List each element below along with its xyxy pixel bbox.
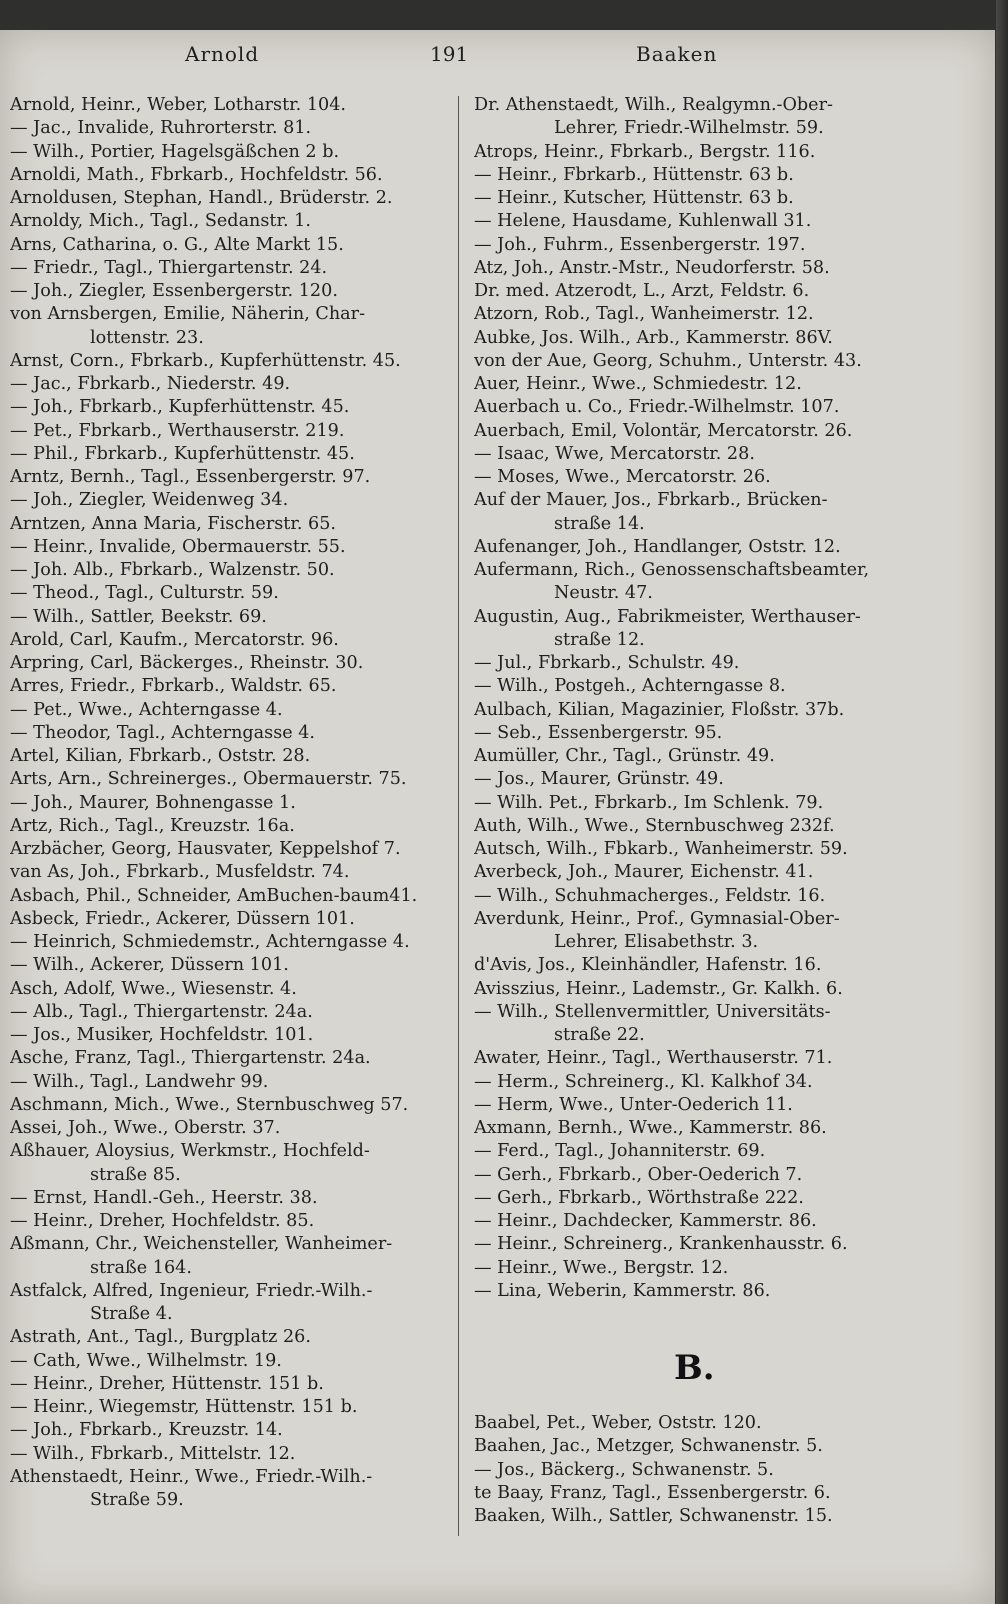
entry-line: — Jos., Musiker, Hochfeldstr. 101. xyxy=(10,1025,314,1045)
entry-line: Auerbach u. Co., Friedr.-Wilhelmstr. 107. xyxy=(474,397,840,418)
entry-line: Atrops, Heinr., Fbrkarb., Bergstr. 116. xyxy=(474,141,816,162)
entry-line: Arnoldy, Mich., Tagl., Sedanstr. 1. xyxy=(10,211,311,232)
entry-line: — Wilh., Postgeh., Achterngasse 8. xyxy=(474,676,786,697)
entry-line: Astfalck, Alfred, Ingenieur, Friedr.-Wilh.- xyxy=(10,1280,373,1301)
entry-line: Auerbach, Emil, Volontär, Mercatorstr. 26. xyxy=(474,420,853,441)
entry-line: — Wilh., Tagl., Landwehr 99. xyxy=(10,1071,269,1092)
entry-line: Arres, Friedr., Fbrkarb., Waldstr. 65. xyxy=(10,676,337,697)
entry-line: — Lina, Weberin, Kammerstr. 86. xyxy=(474,1280,771,1301)
entry-line: Lehrer, Elisabethstr. 3. xyxy=(554,932,759,952)
entry-line: — Cath, Wwe., Wilhelmstr. 19. xyxy=(10,1350,282,1371)
entry-line: — Pet., Fbrkarb., Werthauserstr. 219. xyxy=(10,420,345,441)
entry-line: Aumüller, Chr., Tagl., Grünstr. 49. xyxy=(474,746,775,766)
running-head-right: Baaken xyxy=(636,42,718,66)
entry-line: — Heinr., Dachdecker, Kammerstr. 86. xyxy=(474,1211,817,1231)
entry-line: Averbeck, Joh., Maurer, Eichenstr. 41. xyxy=(474,862,814,883)
entry-line: — Joh., Ziegler, Weidenweg 34. xyxy=(10,490,289,511)
entry-line: Asbach, Phil., Schneider, AmBuchen-baum41. xyxy=(10,885,418,906)
entry-line: straße 22. xyxy=(554,1025,645,1045)
entry-line: Baaken, Wilh., Sattler, Schwanenstr. 15. xyxy=(474,1506,833,1526)
entry-line: — Heinr., Dreher, Hüttenstr. 151 b. xyxy=(10,1373,324,1394)
entry-line: Aschmann, Mich., Wwe., Sternbuschweg 57. xyxy=(10,1094,409,1115)
page-edge xyxy=(996,0,1008,1604)
entry-line: — Jos., Bäckerg., Schwanenstr. 5. xyxy=(474,1459,774,1480)
entry-line: — Heinr., Schreinerg., Krankenhausstr. 6. xyxy=(474,1234,848,1255)
entry-line: — Theodor, Tagl., Achterngasse 4. xyxy=(10,722,316,743)
entry-line: — Joh., Fbrkarb., Kreuzstr. 14. xyxy=(10,1420,283,1441)
right-column xyxy=(474,94,944,1303)
entry-line: Artel, Kilian, Fbrkarb., Oststr. 28. xyxy=(10,746,311,766)
entry-line: Autsch, Wilh., Fbkarb., Wanheimerstr. 59. xyxy=(474,839,848,859)
column-divider xyxy=(458,96,459,1536)
entry-line: Athenstaedt, Heinr., Wwe., Friedr.-Wilh.- xyxy=(10,1466,373,1487)
entry-line: — Joh., Fbrkarb., Kupferhüttenstr. 45. xyxy=(10,397,350,418)
entry-line: te Baay, Franz, Tagl., Essenbergerstr. 6. xyxy=(474,1482,831,1503)
entry-line: Auth, Wilh., Wwe., Sternbuschweg 232f. xyxy=(474,815,835,836)
entry-line: — Moses, Wwe., Mercatorstr. 26. xyxy=(474,467,771,487)
entry-line: Arts, Arn., Schreinerges., Obermauerstr. 75. xyxy=(10,769,407,790)
entry-line: — Wilh., Fbrkarb., Mittelstr. 12. xyxy=(10,1443,296,1464)
entry-line: Avisszius, Heinr., Lademstr., Gr. Kalkh. 6. xyxy=(474,978,843,999)
entry-line: Arold, Carl, Kaufm., Mercatorstr. 96. xyxy=(10,629,339,650)
entry-line: Dr. med. Atzerodt, L., Arzt, Feldstr. 6. xyxy=(474,281,810,301)
entry-line: — Wilh., Stellenvermittler, Universitäts- xyxy=(474,1001,831,1022)
entry-line: Arntz, Bernh., Tagl., Essenbergerstr. 97. xyxy=(10,467,371,487)
entry-line: lottenstr. 23. xyxy=(90,327,204,348)
entry-line: — Joh., Maurer, Bohnengasse 1. xyxy=(10,792,296,813)
entry-line: straße 164. xyxy=(90,1257,192,1278)
entry-line: — Herm., Schreinerg., Kl. Kalkhof 34. xyxy=(474,1071,813,1092)
page-number: 191 xyxy=(430,42,469,66)
entry-line: Arzbächer, Georg, Hausvater, Keppelshof 7. xyxy=(10,839,401,859)
entry-line: — Gerh., Fbrkarb., Wörthstraße 222. xyxy=(474,1187,804,1208)
entry-line: — Herm, Wwe., Unter-Oederich 11. xyxy=(474,1094,793,1115)
entry-line: — Jac., Invalide, Ruhrorterstr. 81. xyxy=(10,118,312,139)
entry-line: — Wilh., Schuhmacherges., Feldstr. 16. xyxy=(474,885,826,906)
entry-line: — Ferd., Tagl., Johanniterstr. 69. xyxy=(474,1141,766,1162)
entry-line: von Arnsbergen, Emilie, Näherin, Char- xyxy=(10,304,366,325)
entry-line: Augustin, Aug., Fabrikmeister, Werthauser- xyxy=(474,606,861,627)
entry-line: — Jul., Fbrkarb., Schulstr. 49. xyxy=(474,653,740,673)
entry-line: Averdunk, Heinr., Prof., Gymnasial-Ober- xyxy=(474,908,840,929)
entry-line: — Helene, Hausdame, Kuhlenwall 31. xyxy=(474,211,812,232)
entry-line: — Heinr., Dreher, Hochfeldstr. 85. xyxy=(10,1211,315,1231)
entry-line: Arnoldi, Math., Fbrkarb., Hochfeldstr. 56. xyxy=(10,164,383,185)
entry-line: Lehrer, Friedr.-Wilhelmstr. 59. xyxy=(554,118,824,139)
left-column xyxy=(10,94,450,1512)
entry-line: Axmann, Bernh., Wwe., Kammerstr. 86. xyxy=(474,1118,827,1138)
entry-line: — Phil., Fbrkarb., Kupferhüttenstr. 45. xyxy=(10,443,355,464)
running-head-left: Arnold xyxy=(185,42,260,66)
entry-line: Arnst, Corn., Fbrkarb., Kupferhüttenstr. 45. xyxy=(10,350,401,371)
entry-line: — Ernst, Handl.-Geh., Heerstr. 38. xyxy=(10,1187,318,1208)
entry-line: Auf der Mauer, Jos., Fbrkarb., Brücken- xyxy=(474,490,828,511)
entry-line: Baabel, Pet., Weber, Oststr. 120. xyxy=(474,1413,762,1433)
entry-line: — Alb., Tagl., Thiergartenstr. 24a. xyxy=(10,1001,313,1022)
entry-line: Aulbach, Kilian, Magazinier, Floßstr. 37b. xyxy=(474,699,845,720)
entry-line: — Gerh., Fbrkarb., Ober-Oederich 7. xyxy=(474,1164,803,1185)
entry-line: Atz, Joh., Anstr.-Mstr., Neudorferstr. 58. xyxy=(474,257,830,278)
entry-line: — Heinr., Fbrkarb., Hüttenstr. 63 b. xyxy=(474,164,794,185)
entry-line: — Wilh., Portier, Hagelsgäßchen 2 b. xyxy=(10,141,340,162)
section-letter: B. xyxy=(674,1348,715,1388)
entry-line: straße 12. xyxy=(554,629,645,650)
entry-line: Asbeck, Friedr., Ackerer, Düssern 101. xyxy=(10,908,355,929)
entry-line: — Seb., Essenbergerstr. 95. xyxy=(474,722,723,743)
right-column-b-section xyxy=(474,1412,944,1528)
entry-line: — Jos., Maurer, Grünstr. 49. xyxy=(474,769,724,790)
entry-line: — Wilh., Sattler, Beekstr. 69. xyxy=(10,606,267,627)
entry-line: — Friedr., Tagl., Thiergartenstr. 24. xyxy=(10,257,328,278)
entry-line: Dr. Athenstaedt, Wilh., Realgymn.-Ober- xyxy=(474,95,833,115)
entry-line: Aßhauer, Aloysius, Werkmstr., Hochfeld- xyxy=(10,1141,370,1162)
entry-line: — Heinrich, Schmiedemstr., Achterngasse 4. xyxy=(10,932,410,952)
entry-line: Straße 59. xyxy=(90,1490,184,1510)
entry-line: — Heinr., Wwe., Bergstr. 12. xyxy=(474,1257,729,1278)
entry-line: — Wilh. Pet., Fbrkarb., Im Schlenk. 79. xyxy=(474,792,824,813)
entry-line: Aufenanger, Joh., Handlanger, Oststr. 12. xyxy=(474,536,841,557)
entry-line: Aubke, Jos. Wilh., Arb., Kammerstr. 86V. xyxy=(474,327,833,348)
entry-line: Atzorn, Rob., Tagl., Wanheimerstr. 12. xyxy=(474,304,814,325)
entry-line: Arns, Catharina, o. G., Alte Markt 15. xyxy=(10,234,344,255)
entry-line: straße 85. xyxy=(90,1164,181,1185)
entry-line: straße 14. xyxy=(554,513,645,534)
entry-line: Arnoldusen, Stephan, Handl., Brüderstr. 2. xyxy=(10,188,393,208)
entry-line: van As, Joh., Fbrkarb., Musfeldstr. 74. xyxy=(10,862,350,883)
entry-line: Artz, Rich., Tagl., Kreuzstr. 16a. xyxy=(10,815,295,836)
entry-line: Arnold, Heinr., Weber, Lotharstr. 104. xyxy=(10,95,346,115)
entry-line: — Heinr., Kutscher, Hüttenstr. 63 b. xyxy=(474,188,794,208)
entry-line: — Wilh., Ackerer, Düssern 101. xyxy=(10,955,289,976)
entry-line: Aufermann, Rich., Genossenschaftsbeamter, xyxy=(474,560,870,580)
entry-line: Assei, Joh., Wwe., Oberstr. 37. xyxy=(10,1118,281,1138)
entry-line: Auer, Heinr., Wwe., Schmiedestr. 12. xyxy=(474,374,802,394)
entry-line: Arntzen, Anna Maria, Fischerstr. 65. xyxy=(10,513,336,534)
entry-line: — Joh. Alb., Fbrkarb., Walzenstr. 50. xyxy=(10,560,335,580)
entry-line: Aßmann, Chr., Weichensteller, Wanheimer- xyxy=(10,1234,393,1255)
entry-line: Neustr. 47. xyxy=(554,583,653,604)
entry-line: — Joh., Fuhrm., Essenbergerstr. 197. xyxy=(474,234,806,255)
entry-line: von der Aue, Georg, Schuhm., Unterstr. 43. xyxy=(474,350,862,371)
entry-line: — Heinr., Wiegemstr, Hüttenstr. 151 b. xyxy=(10,1397,358,1417)
entry-line: Asche, Franz, Tagl., Thiergartenstr. 24a. xyxy=(10,1048,371,1069)
entry-line: d'Avis, Jos., Kleinhändler, Hafenstr. 16. xyxy=(474,955,822,976)
entry-line: Astrath, Ant., Tagl., Burgplatz 26. xyxy=(10,1327,311,1348)
entry-line: Straße 4. xyxy=(90,1304,173,1324)
entry-line: — Heinr., Invalide, Obermauerstr. 55. xyxy=(10,536,346,557)
entry-line: — Theod., Tagl., Culturstr. 59. xyxy=(10,583,279,604)
entry-line: — Pet., Wwe., Achterngasse 4. xyxy=(10,699,283,720)
entry-line: Awater, Heinr., Tagl., Werthauserstr. 71. xyxy=(474,1048,833,1069)
entry-line: — Joh., Ziegler, Essenbergerstr. 120. xyxy=(10,281,338,301)
entry-line: Arpring, Carl, Bäckerges., Rheinstr. 30. xyxy=(10,653,364,673)
entry-line: — Isaac, Wwe, Mercatorstr. 28. xyxy=(474,443,755,464)
entry-line: Baahen, Jac., Metzger, Schwanenstr. 5. xyxy=(474,1436,823,1457)
entry-line: — Jac., Fbrkarb., Niederstr. 49. xyxy=(10,374,291,394)
entry-line: Asch, Adolf, Wwe., Wiesenstr. 4. xyxy=(10,978,297,999)
